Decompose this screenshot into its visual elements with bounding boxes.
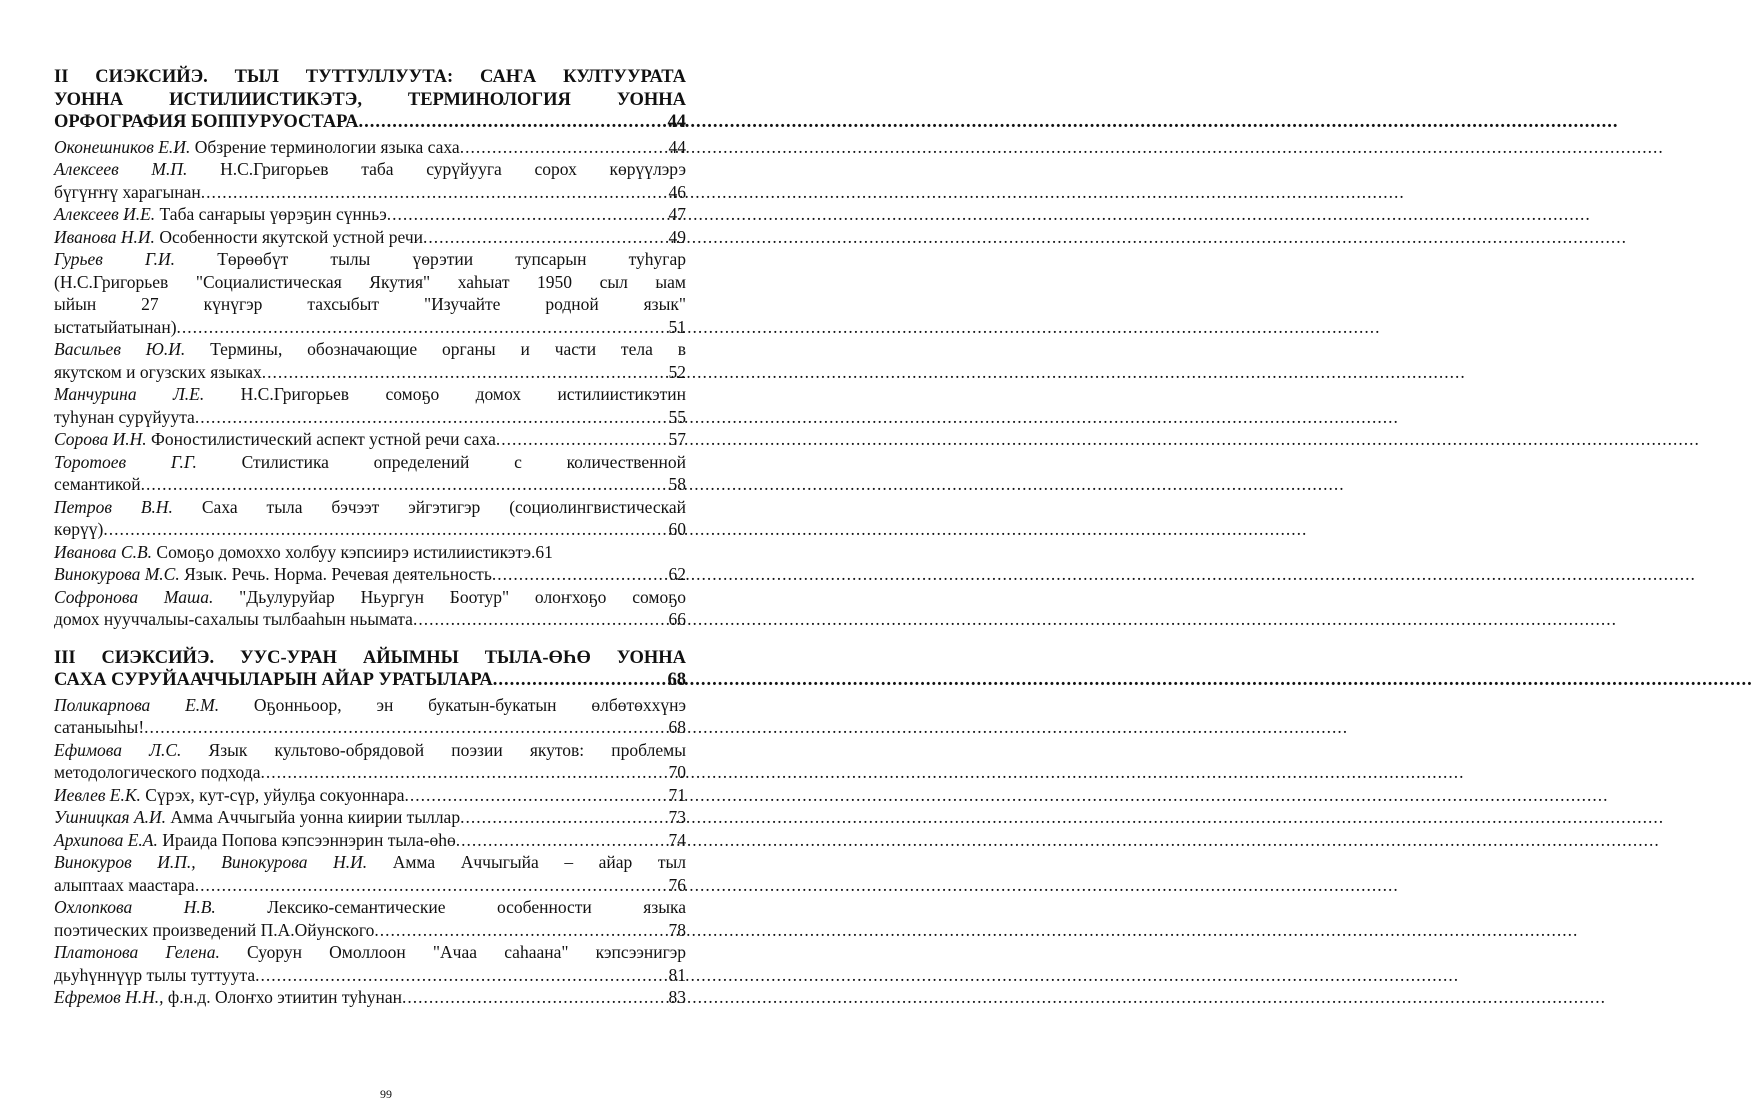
leader-dots [405,784,669,807]
heading-line: ОРФОГРАФИЯ БОППУРУОСТАРА [54,112,359,132]
page-ref: 71 [668,784,686,805]
toc-dotted-line [54,518,686,541]
toc-dotted-line [54,473,686,496]
page-ref: 58 [668,474,686,494]
entry-title: ыстатыйатынан) [54,316,177,337]
entry-text [54,226,423,249]
toc-dotted-line [54,806,686,829]
entry-line [54,293,686,316]
entry-line [54,338,686,361]
page-ref: 70 [668,762,686,782]
toc-entry [54,158,686,203]
entry-text [54,428,496,451]
entry-author: Софронова Маша. [54,586,214,607]
leader-dots [358,111,667,134]
leader-dots [456,829,669,852]
entry-title: домох нууччалыы-сахалыы тылбааһын ньымата [54,609,413,629]
entry-title: (Н.С.Григорьев "Социалистическая Якутия" хаһыат 1950 сыл ыам [54,271,686,292]
entry-title: методологического подхода [54,762,261,782]
entry-text [54,761,260,784]
entry-title: Особенности якутской устной речи [154,226,424,247]
page-ref: 44 [668,136,686,157]
entry-title: бүгүҥҥү харагынан [54,181,201,202]
toc-dotted-line [54,986,686,1009]
page-ref: 52 [668,361,686,382]
page-ref: 44 [667,112,686,132]
heading-line: САХА СУРУЙААЧЧЫЛАРЫН АЙАР УРАТЫЛАРА [54,670,493,690]
leader-dots [255,964,668,987]
toc-entry [54,986,686,1009]
heading-line: II СИЭКСИЙЭ. ТЫЛ ТУТТУЛЛУУТА: САҤА КУЛТУУРАТА [54,67,686,87]
toc-dotted-line [54,829,686,852]
leader-dots [103,518,668,541]
entry-title: дьуһүннүүр тылы туттуута [54,964,256,985]
leader-dots [387,203,669,226]
entry-text [54,986,402,1009]
toc-entry [54,941,686,986]
toc-dotted-line [54,541,686,564]
toc-entry [54,896,686,941]
entry-title: Обзрение терминологии языка саха [190,136,460,157]
toc-dotted-line [54,716,686,739]
toc-dotted-line [54,784,686,807]
entry-title: "Дьулуруйар Ньургун Боотур" олоҥхоҕо сомоҕо [213,586,686,607]
entry-line [54,647,686,670]
entry-title: Төрөөбүт тылы үөрэтии тупсарын туһугар [175,249,686,269]
entry-title: Сомоҕо домоххо холбуу кэпсиирэ истилиистикэтэ. [152,541,536,562]
toc-dotted-line [54,203,686,226]
entry-title: Язык культово-обрядовой поэзии якутов: проблемы [181,739,686,760]
leader-dots [402,986,668,1009]
entry-line [54,694,686,717]
entry-text [54,473,141,496]
entry-line [54,586,686,609]
entry-title: Лексико-семантические особенности языка [215,897,686,917]
entry-text [54,111,358,134]
entry-line [54,158,686,181]
page-ref: 83 [668,987,686,1007]
entry-text [54,406,195,429]
page-number: 99 [380,1087,392,1101]
entry-text [54,784,405,807]
entry-line [54,941,686,964]
entry-title: Амма Аччыгыйа – айар тыл [367,852,686,872]
toc-dotted-line [54,111,686,134]
entry-author: Ефимова Л.С. [54,739,182,760]
page-ref: 62 [668,564,686,584]
entry-title: ф.н.д. Олоҥхо этиитин туһунан [163,987,403,1007]
entry-line [54,851,686,874]
leader-dots [260,761,668,784]
entry-text [54,541,535,564]
entry-text [54,563,492,586]
entry-title: сатаныыһы! [54,717,145,737]
entry-title: Термины, обозначающие органы и части тела в [185,339,686,359]
entry-author: Поликарпова Е.М. [54,694,220,715]
entry-text [54,608,413,631]
toc-entry [54,451,686,496]
leader-dots [201,181,669,204]
entry-author: Винокуров И.П., Винокурова Н.И. [54,852,368,872]
entry-author: Алексеев М.П. [54,159,188,179]
page-ref: 73 [668,807,686,827]
leader-dots [460,136,669,159]
toc-entry [54,829,686,852]
leader-dots [195,406,669,429]
leader-dots [144,716,668,739]
leader-dots [493,669,668,692]
leader-dots [413,608,669,631]
toc-page [54,66,686,1009]
page-ref: 57 [668,429,686,449]
entry-title: туһунан сурүйуута [54,406,195,427]
entry-title: Таба саҥарыы үөрэҕин сүнньэ [155,204,387,224]
toc-entry [54,541,686,564]
entry-line [54,896,686,919]
leader-dots [177,316,669,339]
entry-title: Амма Аччыгыйа уонна киирии тыллар [166,807,461,827]
leader-dots [492,563,669,586]
entry-author: Ефремов Н.Н., [54,987,164,1007]
entry-text [54,136,460,159]
entry-line [54,248,686,271]
entry-title: Сүрэх, кут-сүр, уйулҕа сокуоннара [140,784,405,805]
entry-line [54,89,686,112]
entry-title: якутском и огузских языках [54,361,262,382]
entry-title: Фоностилистический аспект устной речи саха [146,429,496,449]
entry-line [54,383,686,406]
toc-entry [54,383,686,428]
entry-text [54,829,456,852]
entry-author: Петров В.Н. [54,496,173,517]
entry-title: поэтических произведений П.А.Ойунского [54,919,375,940]
toc-entry [54,694,686,739]
toc-dotted-line [54,874,686,897]
toc-dotted-line [54,361,686,384]
entry-author: Винокурова М.С. [54,564,180,584]
entry-author: Торотоев Г.Г. [54,451,197,472]
entry-text [54,316,177,339]
page-ref: 49 [668,226,686,247]
toc-entry [54,806,686,829]
entry-line [54,451,686,474]
entry-title: семантикой [54,474,141,494]
entry-title: көрүү) [54,519,104,539]
entry-line [54,66,686,89]
entry-line [54,739,686,762]
leader-dots [195,874,669,897]
entry-text [54,874,195,897]
entry-text [54,919,374,942]
heading-line: УОННА ИСТИЛИИСТИКЭТЭ, ТЕРМИНОЛОГИЯ УОННА [54,89,686,110]
leader-dots [460,806,668,829]
page-ref: 76 [668,874,686,895]
entry-author: Алексеев И.Е. [54,204,156,224]
entry-text [54,181,201,204]
toc-dotted-line [54,181,686,204]
entry-author: Сорова И.Н. [54,429,147,449]
toc-entry [54,496,686,541]
leader-dots [423,226,668,249]
leader-dots [374,919,668,942]
toc-entry [54,784,686,807]
entry-title: Суорун Омоллоон "Ачаа саһаана" кэпсээнигэр [219,942,687,962]
toc-entry [54,226,686,249]
entry-line [54,496,686,519]
toc-entry [54,338,686,383]
entry-title: Саха тыла бэчээт эйгэтигэр (социолингвистическай [172,496,686,517]
page-ref: 51 [668,316,686,337]
entry-text [54,203,387,226]
page-ref: 46 [668,181,686,202]
toc-entry [54,739,686,784]
page-ref: 66 [668,609,686,629]
toc-dotted-line [54,316,686,339]
entry-author: Иванова Н.И. [54,226,155,247]
entry-author: Архипова Е.А. [54,829,158,850]
toc-dotted-line [54,226,686,249]
entry-author: Манчурина Л.Е. [54,384,205,404]
page-ref: 47 [668,204,686,224]
entry-title: Н.С.Григорьев сомоҕо домох истилиистикэтин [204,384,686,404]
entry-title: Стилистика определений с количественной [196,451,686,472]
entry-author: Иванова С.В. [54,541,153,562]
toc-entry [54,851,686,896]
leader-dots [141,473,669,496]
toc-dotted-line [54,608,686,631]
toc-dotted-line [54,964,686,987]
page-ref: 78 [668,919,686,940]
entry-title: ыйын 27 күнүгэр тахсыбыт "Изучайте родной язык" [54,294,686,314]
toc-dotted-line [54,669,686,692]
toc-dotted-line [54,136,686,159]
entry-author: Охлопкова Н.В. [54,897,216,917]
entry-author: Васильев Ю.И. [54,339,186,359]
leader-dots [262,361,669,384]
section-heading [54,647,686,692]
section-heading [54,66,686,134]
entry-text [54,361,262,384]
entry-author: Гурьев Г.И. [54,249,176,269]
toc-dotted-line [54,919,686,942]
page-ref: 55 [668,406,686,427]
leader-dots [496,428,669,451]
entry-author: Оконешников Е.И. [54,136,191,157]
entry-text [54,716,144,739]
entry-text [54,669,493,692]
entry-line [54,271,686,294]
page-ref: 74 [668,829,686,850]
entry-text [54,964,255,987]
toc-dotted-line [54,406,686,429]
page-ref: 81 [668,964,686,985]
entry-author: Платонова Гелена. [54,942,220,962]
toc-entry [54,428,686,451]
entry-title: Оҕонньоор, эн букатын-букатын өлбөтөххүнэ [219,694,686,715]
toc-entry [54,586,686,631]
toc-dotted-line [54,761,686,784]
heading-line: III СИЭКСИЙЭ. УУС-УРАН АЙЫМНЫ ТЫЛА-ӨҺӨ УОННА [54,647,686,668]
toc-dotted-line [54,563,686,586]
entry-title: Ираида Попова кэпсээннэрин тыла-өһө [157,829,456,850]
entry-title: алыптаах маастара [54,874,195,895]
page-ref: 68 [667,670,686,690]
entry-author: Ушницкая А.И. [54,807,167,827]
entry-text [54,806,460,829]
page-ref: 61 [535,541,553,562]
page-ref: 68 [668,717,686,737]
toc-entry [54,203,686,226]
entry-text [54,518,103,541]
toc-dotted-line [54,428,686,451]
entry-author: Иевлев Е.К. [54,784,141,805]
toc-entry [54,563,686,586]
entry-title: Язык. Речь. Норма. Речевая деятельность [179,564,492,584]
toc-entry [54,248,686,338]
page-ref: 60 [668,519,686,539]
toc-entry [54,136,686,159]
entry-title: Н.С.Григорьев таба сурүйууга сорох көрүүлэрэ [187,159,686,179]
